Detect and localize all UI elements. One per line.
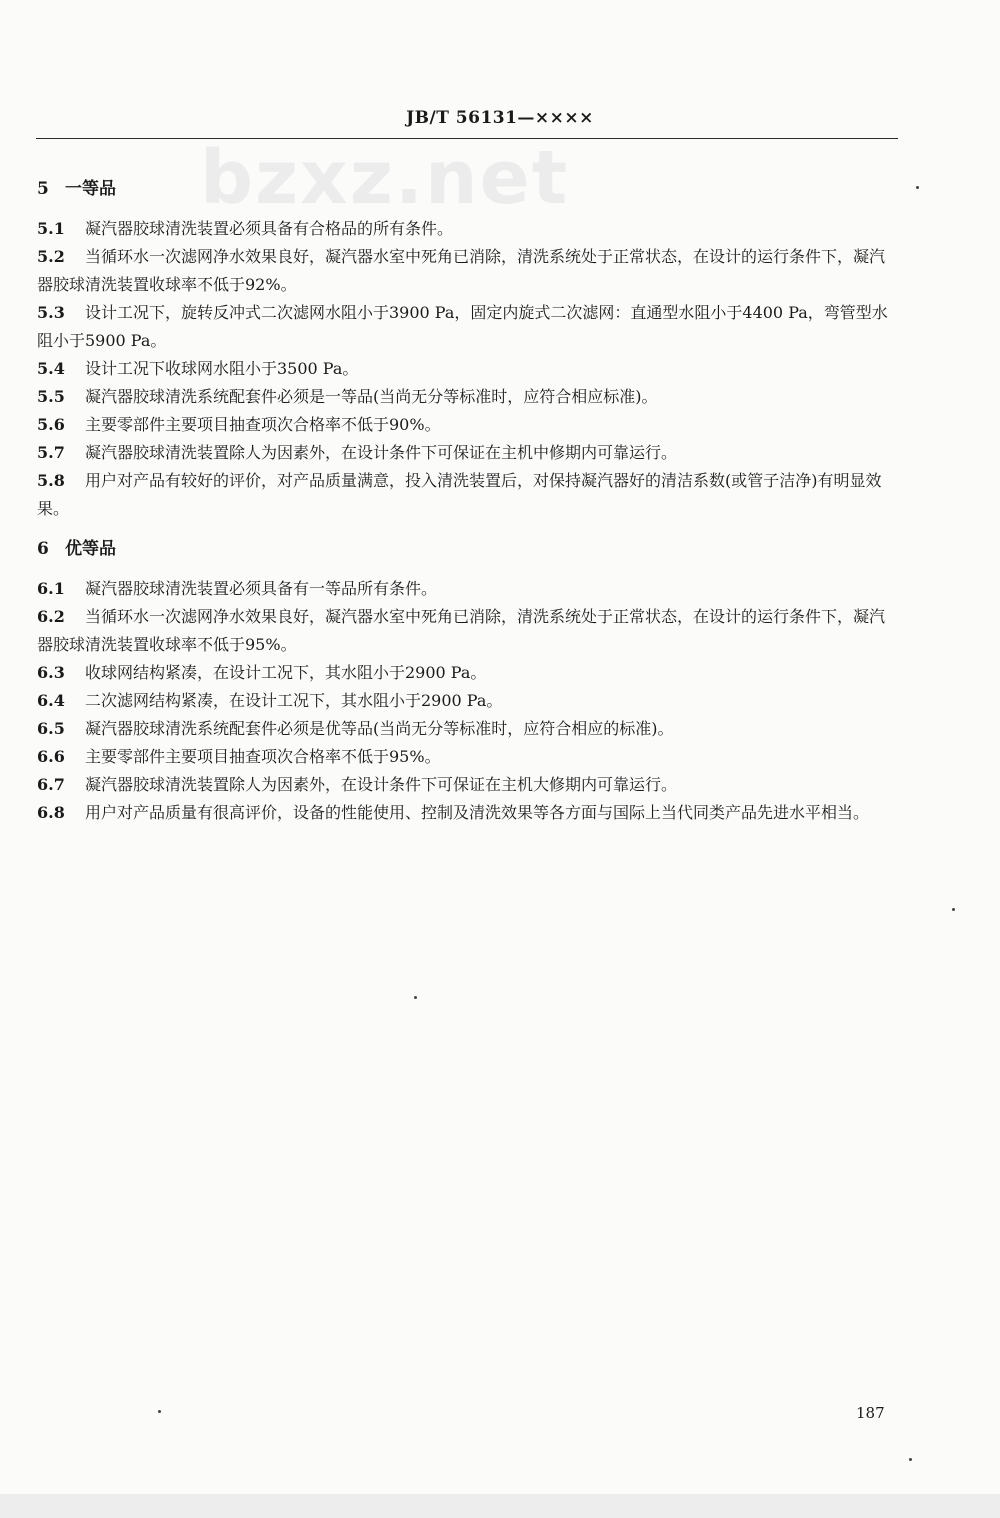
- clause-number: 6.1: [37, 579, 65, 598]
- clause-text: 凝汽器胶球清洗装置除人为因素外，在设计条件下可保证在主机大修期内可靠运行。: [85, 775, 678, 794]
- clause: [37, 687, 899, 715]
- clause-number: 5.6: [37, 415, 65, 434]
- scan-speck: [414, 996, 417, 999]
- clause-number: 5.5: [37, 387, 65, 406]
- clause-number: 5.2: [37, 247, 65, 266]
- clause-text: 收球网结构紧凑，在设计工况下，其水阻小于2900 Pa。: [85, 663, 487, 682]
- scan-speck: [916, 186, 919, 189]
- clause-text: 用户对产品有较好的评价，对产品质量满意，投入清洗装置后，对保持凝汽器好的清洁系数(或管子洁净)有明显效果。: [37, 471, 882, 518]
- clause-text: 当循环水一次滤网净水效果良好，凝汽器水室中死角已消除，清洗系统处于正常状态，在设计的运行条件下，凝汽器胶球清洗装置收球率不低于92%。: [37, 247, 886, 294]
- clause: [37, 411, 899, 439]
- clause: [37, 355, 899, 383]
- clause: [37, 575, 899, 603]
- clause: [37, 799, 899, 827]
- clause-number: 5.4: [37, 359, 65, 378]
- clause-number: 6.4: [37, 691, 65, 710]
- clause-text: 当循环水一次滤网净水效果良好，凝汽器水室中死角已消除，清洗系统处于正常状态，在设计的运行条件下，凝汽器胶球清洗装置收球率不低于95%。: [37, 607, 886, 654]
- section-number: 5: [37, 179, 49, 199]
- document-body: [37, 175, 899, 827]
- clause-text: 用户对产品质量有很高评价，设备的性能使用、控制及清洗效果等各方面与国际上当代同类产品先进水平相当。: [85, 803, 870, 822]
- clause-text: 设计工况下收球网水阻小于3500 Pa。: [85, 359, 359, 378]
- clause-number: 6.8: [37, 803, 65, 822]
- clause-text: 主要零部件主要项目抽查项次合格率不低于95%。: [85, 747, 441, 766]
- clause-text: 凝汽器胶球清洗系统配套件必须是一等品(当尚无分等标准时，应符合相应标准)。: [85, 387, 658, 406]
- clause-number: 5.3: [37, 303, 65, 322]
- clause-number: 5.1: [37, 219, 65, 238]
- clause-number: 6.7: [37, 775, 65, 794]
- clause-text: 二次滤网结构紧凑，在设计工况下，其水阻小于2900 Pa。: [85, 691, 503, 710]
- scan-speck: [909, 1458, 912, 1461]
- page-header: JB/T 56131—××××: [406, 108, 594, 128]
- clause-text: 凝汽器胶球清洗装置必须具备有合格品的所有条件。: [85, 219, 454, 238]
- header-rule: [36, 138, 898, 139]
- scan-speck: [952, 908, 955, 911]
- clause-number: 6.3: [37, 663, 65, 682]
- scan-bottom-strip: [0, 1494, 1000, 1518]
- clause-text: 凝汽器胶球清洗系统配套件必须是优等品(当尚无分等标准时，应符合相应的标准)。: [85, 719, 674, 738]
- clause: [37, 299, 899, 355]
- clause-text: 凝汽器胶球清洗装置除人为因素外，在设计条件下可保证在主机中修期内可靠运行。: [85, 443, 678, 462]
- section-title: 一等品: [65, 179, 116, 199]
- clause-text: 设计工况下，旋转反冲式二次滤网水阻小于3900 Pa，固定内旋式二次滤网：直通型水阻小于4400 Pa，弯管型水阻小于5900 Pa。: [37, 303, 888, 350]
- section-title: 优等品: [65, 539, 116, 559]
- section-heading: [37, 175, 899, 203]
- clause-text: 凝汽器胶球清洗装置必须具备有一等品所有条件。: [85, 579, 438, 598]
- clause: [37, 659, 899, 687]
- clause: [37, 743, 899, 771]
- clause-text: 主要零部件主要项目抽查项次合格率不低于90%。: [85, 415, 441, 434]
- clause: [37, 383, 899, 411]
- clause: [37, 715, 899, 743]
- section-number: 6: [37, 539, 49, 559]
- clause-number: 6.6: [37, 747, 65, 766]
- watermark: bzxz.net: [200, 135, 570, 221]
- section-heading: [37, 535, 899, 563]
- clause: [37, 439, 899, 467]
- clause-number: 6.5: [37, 719, 65, 738]
- page-number: 187: [856, 1404, 885, 1422]
- clause: [37, 243, 899, 299]
- clause-number: 6.2: [37, 607, 65, 626]
- clause-number: 5.8: [37, 471, 65, 490]
- clause: [37, 603, 899, 659]
- clause: [37, 771, 899, 799]
- clause-number: 5.7: [37, 443, 65, 462]
- scan-speck: [158, 1410, 161, 1413]
- clause: [37, 467, 899, 523]
- clause: [37, 215, 899, 243]
